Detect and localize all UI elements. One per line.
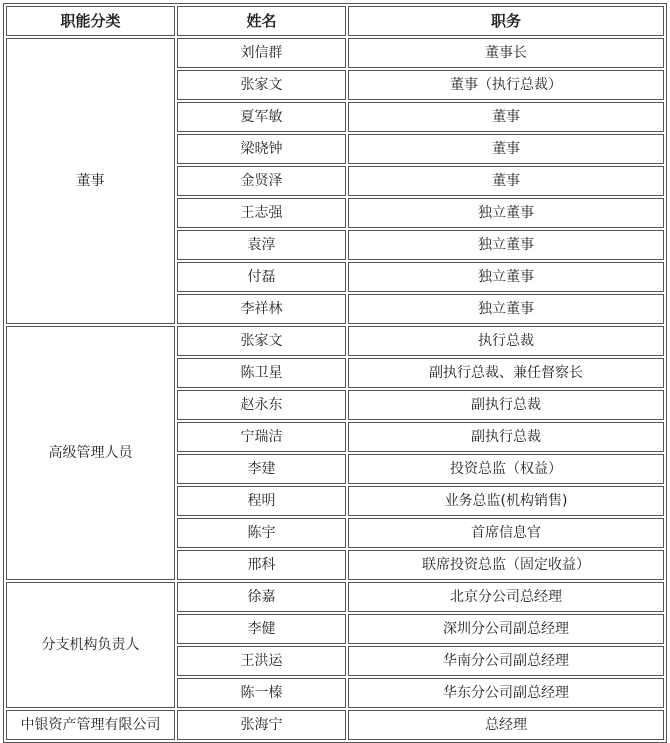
name-cell: 张家文 [177, 326, 346, 356]
name-cell: 陈卫星 [177, 358, 346, 388]
name-cell: 梁晓钟 [177, 134, 346, 164]
table-row [6, 582, 664, 612]
title-cell: 投资总监（权益） [348, 454, 664, 484]
name-cell: 邢科 [177, 550, 346, 580]
category-cell: 高级管理人员 [6, 326, 175, 580]
title-cell: 副执行总裁 [348, 390, 664, 420]
name-cell: 张海宁 [177, 710, 346, 740]
name-cell: 王志强 [177, 198, 346, 228]
title-cell: 总经理 [348, 710, 664, 740]
name-cell: 刘信群 [177, 38, 346, 68]
name-cell: 袁淳 [177, 230, 346, 260]
title-cell: 独立董事 [348, 294, 664, 324]
category-cell: 分支机构负责人 [6, 582, 175, 708]
title-cell: 独立董事 [348, 198, 664, 228]
name-cell: 宁瑞洁 [177, 422, 346, 452]
name-cell: 赵永东 [177, 390, 346, 420]
table-row [6, 38, 664, 68]
title-cell: 董事长 [348, 38, 664, 68]
name-cell: 付磊 [177, 262, 346, 292]
title-cell: 独立董事 [348, 262, 664, 292]
header-name: 姓名 [177, 6, 346, 36]
name-cell: 陈一榛 [177, 678, 346, 708]
title-cell: 执行总裁 [348, 326, 664, 356]
name-cell: 徐嘉 [177, 582, 346, 612]
title-cell: 副执行总裁 [348, 422, 664, 452]
table-row [6, 326, 664, 356]
roster-container [3, 3, 667, 743]
title-cell: 副执行总裁、兼任督察长 [348, 358, 664, 388]
title-cell: 北京分公司总经理 [348, 582, 664, 612]
name-cell: 程明 [177, 486, 346, 516]
title-cell: 董事 [348, 102, 664, 132]
name-cell: 夏军敏 [177, 102, 346, 132]
name-cell: 陈宇 [177, 518, 346, 548]
name-cell: 张家文 [177, 70, 346, 100]
table-row [6, 710, 664, 740]
name-cell: 李祥林 [177, 294, 346, 324]
name-cell: 金贤泽 [177, 166, 346, 196]
name-cell: 李健 [177, 614, 346, 644]
title-cell: 华东分公司副总经理 [348, 678, 664, 708]
title-cell: 首席信息官 [348, 518, 664, 548]
category-cell: 董事 [6, 38, 175, 324]
title-cell: 独立董事 [348, 230, 664, 260]
management-roster-table [3, 3, 667, 743]
header-row [6, 6, 664, 36]
title-cell: 董事 [348, 166, 664, 196]
category-cell: 中银资产管理有限公司 [6, 710, 175, 740]
title-cell: 华南分公司副总经理 [348, 646, 664, 676]
title-cell: 联席投资总监（固定收益） [348, 550, 664, 580]
header-category: 职能分类 [6, 6, 175, 36]
title-cell: 董事 [348, 134, 664, 164]
roster-body [6, 38, 664, 740]
name-cell: 李建 [177, 454, 346, 484]
title-cell: 业务总监(机构销售) [348, 486, 664, 516]
title-cell: 深圳分公司副总经理 [348, 614, 664, 644]
header-title: 职务 [348, 6, 664, 36]
name-cell: 王洪运 [177, 646, 346, 676]
title-cell: 董事（执行总裁） [348, 70, 664, 100]
